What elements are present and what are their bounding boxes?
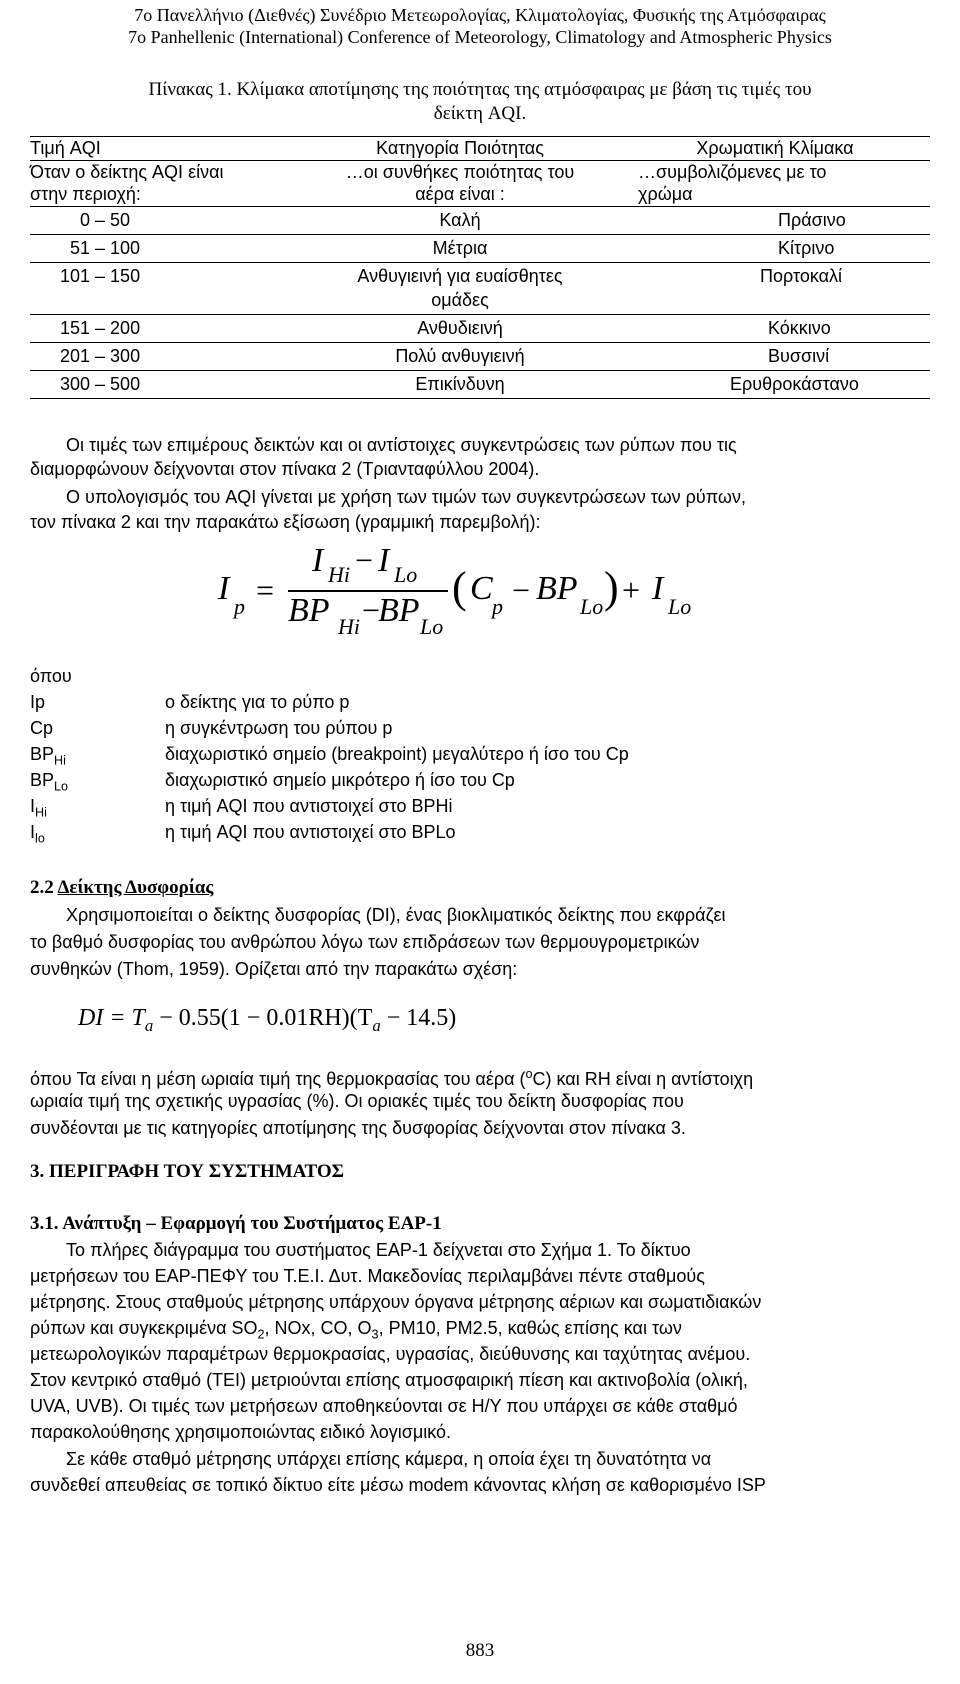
definition-symbol: Ip	[30, 692, 46, 712]
quality-category: Ανθυγιεινή για ευαίσθητες	[357, 266, 563, 286]
aqi-range: 201 – 300	[60, 346, 141, 366]
table-rule	[30, 342, 930, 343]
definition-symbol	[30, 796, 150, 820]
table-caption	[30, 78, 930, 102]
table-rule-top	[30, 136, 930, 137]
eq-den-BP2: BP	[378, 592, 420, 629]
eq-minus: −	[512, 572, 531, 608]
paragraph-line	[30, 1062, 930, 1091]
aqi-equation	[0, 540, 960, 640]
table-caption-text: Κλίμακα αποτίμησης της ποιότητας της ατμόσφαιρας με βάση τις τιμές του	[236, 79, 812, 100]
quality-category: Μέτρια	[432, 238, 488, 258]
quality-category: Πολύ ανθυγιεινή	[395, 346, 525, 366]
paragraph-line: τον πίνακα 2 και την παρακάτω εξίσωση (γραμμική παρεμβολή):	[30, 512, 541, 532]
quality-category: Επικίνδυνη	[415, 374, 505, 394]
definition-symbol	[30, 770, 150, 794]
eq-I3: I	[652, 570, 664, 607]
section-number: 2.2	[30, 877, 54, 898]
color-name: Πράσινο	[778, 210, 846, 230]
table-caption-line2: δείκτη AQI.	[433, 103, 527, 124]
definition-symbol-main: BP	[30, 770, 55, 790]
definition-symbol-sub: Lo	[54, 779, 69, 794]
paragraph-line: διαμορφώνουν δείχνονται στον πίνακα 2 (Τριανταφύλλου 2004).	[30, 459, 540, 479]
aqi-range: 101 – 150	[60, 266, 141, 286]
para4-l4-c: , PM10, PM2.5, καθώς επίσης και των	[378, 1318, 682, 1338]
table-rule	[30, 234, 930, 235]
paragraph-line: συνδέονται με τις κατηγορίες αποτίμησης της δυσφορίας δείχνονται στον πίνακα 3.	[30, 1118, 686, 1138]
definition-text: ο δείκτης για το ρύπο p	[165, 692, 350, 712]
paragraph-line: Σε κάθε σταθμό μέτρησης υπάρχει επίσης κάμερα, η οποία έχει τη δυνατότητα να	[66, 1449, 712, 1469]
eq-C: C	[470, 570, 493, 607]
table-rule	[30, 314, 930, 315]
subheader-aqi-line2: στην περιοχή:	[30, 184, 141, 204]
color-name: Κίτρινο	[778, 238, 835, 258]
definition-text: η συγκέντρωση του ρύπου p	[165, 718, 393, 738]
table-rule-header	[30, 160, 930, 161]
quality-category-line2: ομάδες	[431, 290, 489, 310]
table-rule	[30, 206, 930, 207]
para4-sub-2: 2	[257, 1327, 265, 1342]
conference-title-english: 7o Panhellenic (International) Conference of Meteorology, Climatology and Atmospheric Physics	[128, 27, 832, 47]
header-aqi-value: Τιμή AQI	[30, 138, 101, 158]
paragraph-line: μέτρησης. Στους σταθμούς μέτρησης υπάρχουν όργανα μέτρησης αέριων και σωματιδιακών	[30, 1292, 762, 1312]
aqi-range: 51 – 100	[70, 238, 141, 258]
color-name: Βυσσινί	[768, 346, 830, 366]
para4-l4-b: , NOx, CO, O	[264, 1318, 372, 1338]
para4-sub-3: 3	[371, 1327, 379, 1342]
eq-den-BP: BP	[288, 592, 330, 629]
di-eq-sub-a: a	[144, 1015, 154, 1035]
definition-symbol-sub: Hi	[54, 753, 66, 768]
definition-symbol-main: BP	[30, 744, 55, 764]
header-quality-category: Κατηγορία Ποιότητας	[376, 138, 544, 158]
paragraph-line: μετρήσεων του EAP-ΠΕΦΥ του Τ.Ε.Ι. Δυτ. Μακεδονίας περιλαμβάνει πέντε σταθμούς	[30, 1266, 705, 1286]
definition-symbol	[30, 822, 150, 846]
eq-sub-p2: p	[492, 594, 503, 619]
eq-den-minus: −	[362, 592, 381, 628]
table-rule	[30, 262, 930, 263]
table-rule-bottom	[30, 398, 930, 399]
conference-title-greek: 7ο Πανελλήνιο (Διεθνές) Συνέδριο Μετεωρολογίας, Κλιματολογίας, Φυσικής της Ατμόσφαιρας	[134, 5, 826, 25]
di-eq-end: − 14.5)	[380, 1005, 457, 1031]
para4-l4-a: ρύπων και συγκεκριμένα SO	[30, 1318, 258, 1338]
definition-symbol: Cp	[30, 718, 54, 738]
definition-symbol	[30, 744, 150, 768]
color-name: Ερυθροκάστανο	[730, 374, 859, 394]
eq-num-I: I	[312, 542, 324, 579]
di-equation	[78, 1005, 456, 1036]
aqi-range: 300 – 500	[60, 374, 141, 394]
aqi-range: 0 – 50	[80, 210, 131, 230]
section-heading-3: 3. ΠΕΡΙΓΡΑΦΗ ΤΟΥ ΣΥΣΤΗΜΑΤΟΣ	[30, 1161, 345, 1182]
definition-text: η τιμή AQI που αντιστοιχεί στο BPLo	[165, 822, 456, 842]
paragraph-line: το βαθμό δυσφορίας του ανθρώπου λόγω των επιδράσεων των θερμουγρομετρικών	[30, 932, 700, 952]
eq-BP: BP	[536, 570, 578, 607]
eq-den-sub-lo: Lo	[420, 614, 444, 639]
paragraph-line: UVA, UVB). Οι τιμές των μετρήσεων αποθηκεύονται σε Η/Υ που υπάρχει σε κάθε σταθμό	[30, 1396, 738, 1416]
eq-num-sub-lo: Lo	[394, 562, 418, 587]
eq-paren-close: )	[604, 563, 619, 612]
paragraph-line: Ο υπολογισμός του AQI γίνεται με χρήση των τιμών των συγκεντρώσεων των ρύπων,	[66, 487, 746, 507]
paragraph-line: Χρησιμοποιείται ο δείκτης δυσφορίας (DI), ένας βιοκλιματικός δείκτης που εκφράζει	[66, 905, 726, 925]
table-rule	[30, 370, 930, 371]
subheader-aqi-line1: Όταν ο δείκτης AQI είναι	[30, 162, 224, 182]
eq-den-sub-hi: Hi	[338, 614, 360, 639]
paragraph-line: Το πλήρες διάγραμμα του συστήματος EAP-1 δείχνεται στο Σχήμα 1. Το δίκτυο	[66, 1240, 691, 1260]
definition-symbol-sub: Hi	[35, 805, 47, 820]
eq-plus: +	[622, 572, 641, 608]
para3-text-a: όπου Τα είναι η μέση ωριαία τιμή της θερμοκρασίας του αέρα (	[30, 1069, 526, 1089]
paragraph-line: παρακολούθησης χρησιμοποιώντας ειδικό λογισμικό.	[30, 1422, 452, 1442]
where-label: όπου	[30, 666, 72, 686]
color-name: Κόκκινο	[768, 318, 831, 338]
definition-text: διαχωριστικό σημείο μικρότερο ή ίσο του Cp	[165, 770, 515, 790]
paragraph-line: Στον κεντρικό σταθμό (TEI) μετριούνται επίσης ατμοσφαιρική πίεση και ακτινοβολία (ολική,	[30, 1370, 748, 1390]
definition-text: διαχωριστικό σημείο (breakpoint) μεγαλύτερο ή ίσο του Cp	[165, 744, 629, 764]
definition-text: η τιμή AQI που αντιστοιχεί στο BPHi	[165, 796, 453, 816]
paragraph-line: Οι τιμές των επιμέρους δεικτών και οι αντίστοιχες συγκεντρώσεις των ρύπων που τις	[66, 435, 737, 455]
aqi-table	[30, 136, 930, 416]
subheader-color-line2: χρώμα	[638, 184, 693, 204]
paragraph-line: συνδεθεί απευθείας σε τοπικό δίκτυο είτε μέσω modem κάνοντας κλήση σε καθορισμένο ISP	[30, 1475, 766, 1495]
eq-equals: =	[256, 572, 275, 608]
di-eq-middle: − 0.55(1 − 0.01RH)(T	[153, 1005, 373, 1031]
header-color-scale: Χρωματική Κλίμακα	[696, 138, 854, 158]
eq-num-I2: I	[378, 542, 390, 579]
quality-category: Ανθυδιεινή	[417, 318, 503, 338]
di-eq-lhs: DI = T	[78, 1005, 145, 1031]
degree-sup: o	[525, 1067, 533, 1081]
definition-symbol-sub: lo	[35, 831, 45, 846]
eq-paren-open: (	[452, 563, 467, 612]
eq-I: I	[218, 570, 230, 607]
subheader-quality-line1: …οι συνθήκες ποιότητας του	[345, 162, 575, 182]
page-number: 883	[465, 1640, 495, 1661]
paragraph-line: συνθηκών (Thom, 1959). Ορίζεται από την παρακάτω σχέση:	[30, 959, 518, 979]
quality-category: Καλή	[439, 210, 481, 230]
table-caption-label: Πίνακας 1.	[148, 79, 232, 100]
aqi-range: 151 – 200	[60, 318, 141, 338]
eq-num-sub-hi: Hi	[328, 562, 350, 587]
eq-sub-p: p	[234, 594, 245, 619]
para3-text-b: C) και RH είναι η αντίστοιχη	[532, 1069, 754, 1089]
di-eq-sub-a2: a	[372, 1015, 381, 1035]
eq-sub-lo: Lo	[580, 594, 604, 619]
subheader-color-line1: …συμβολιζόμενες με το	[638, 162, 827, 182]
eq-sub-lo2: Lo	[668, 594, 692, 619]
section-heading-3-1: 3.1. Ανάπτυξη – Εφαρμογή του Συστήματος EAP-1	[30, 1213, 442, 1234]
color-name: Πορτοκαλί	[760, 266, 843, 286]
paragraph-line: ωριαία τιμή της σχετικής υγρασίας (%). Οι οριακές τιμές του δείκτη δυσφορίας που	[30, 1091, 684, 1111]
paragraph-line: μετεωρολογικών παραμέτρων θερμοκρασίας, υγρασίας, διεύθυνσης και ταχύτητας ανέμου.	[30, 1344, 751, 1364]
eq-num-minus: −	[355, 542, 374, 578]
definition-symbol-main: I	[30, 796, 36, 816]
subheader-quality-line2: αέρα είναι :	[415, 184, 505, 204]
definition-symbol-main: I	[30, 822, 36, 842]
section-title: Δείκτης Δυσφορίας	[57, 877, 214, 898]
section-heading-2-2	[30, 876, 930, 900]
